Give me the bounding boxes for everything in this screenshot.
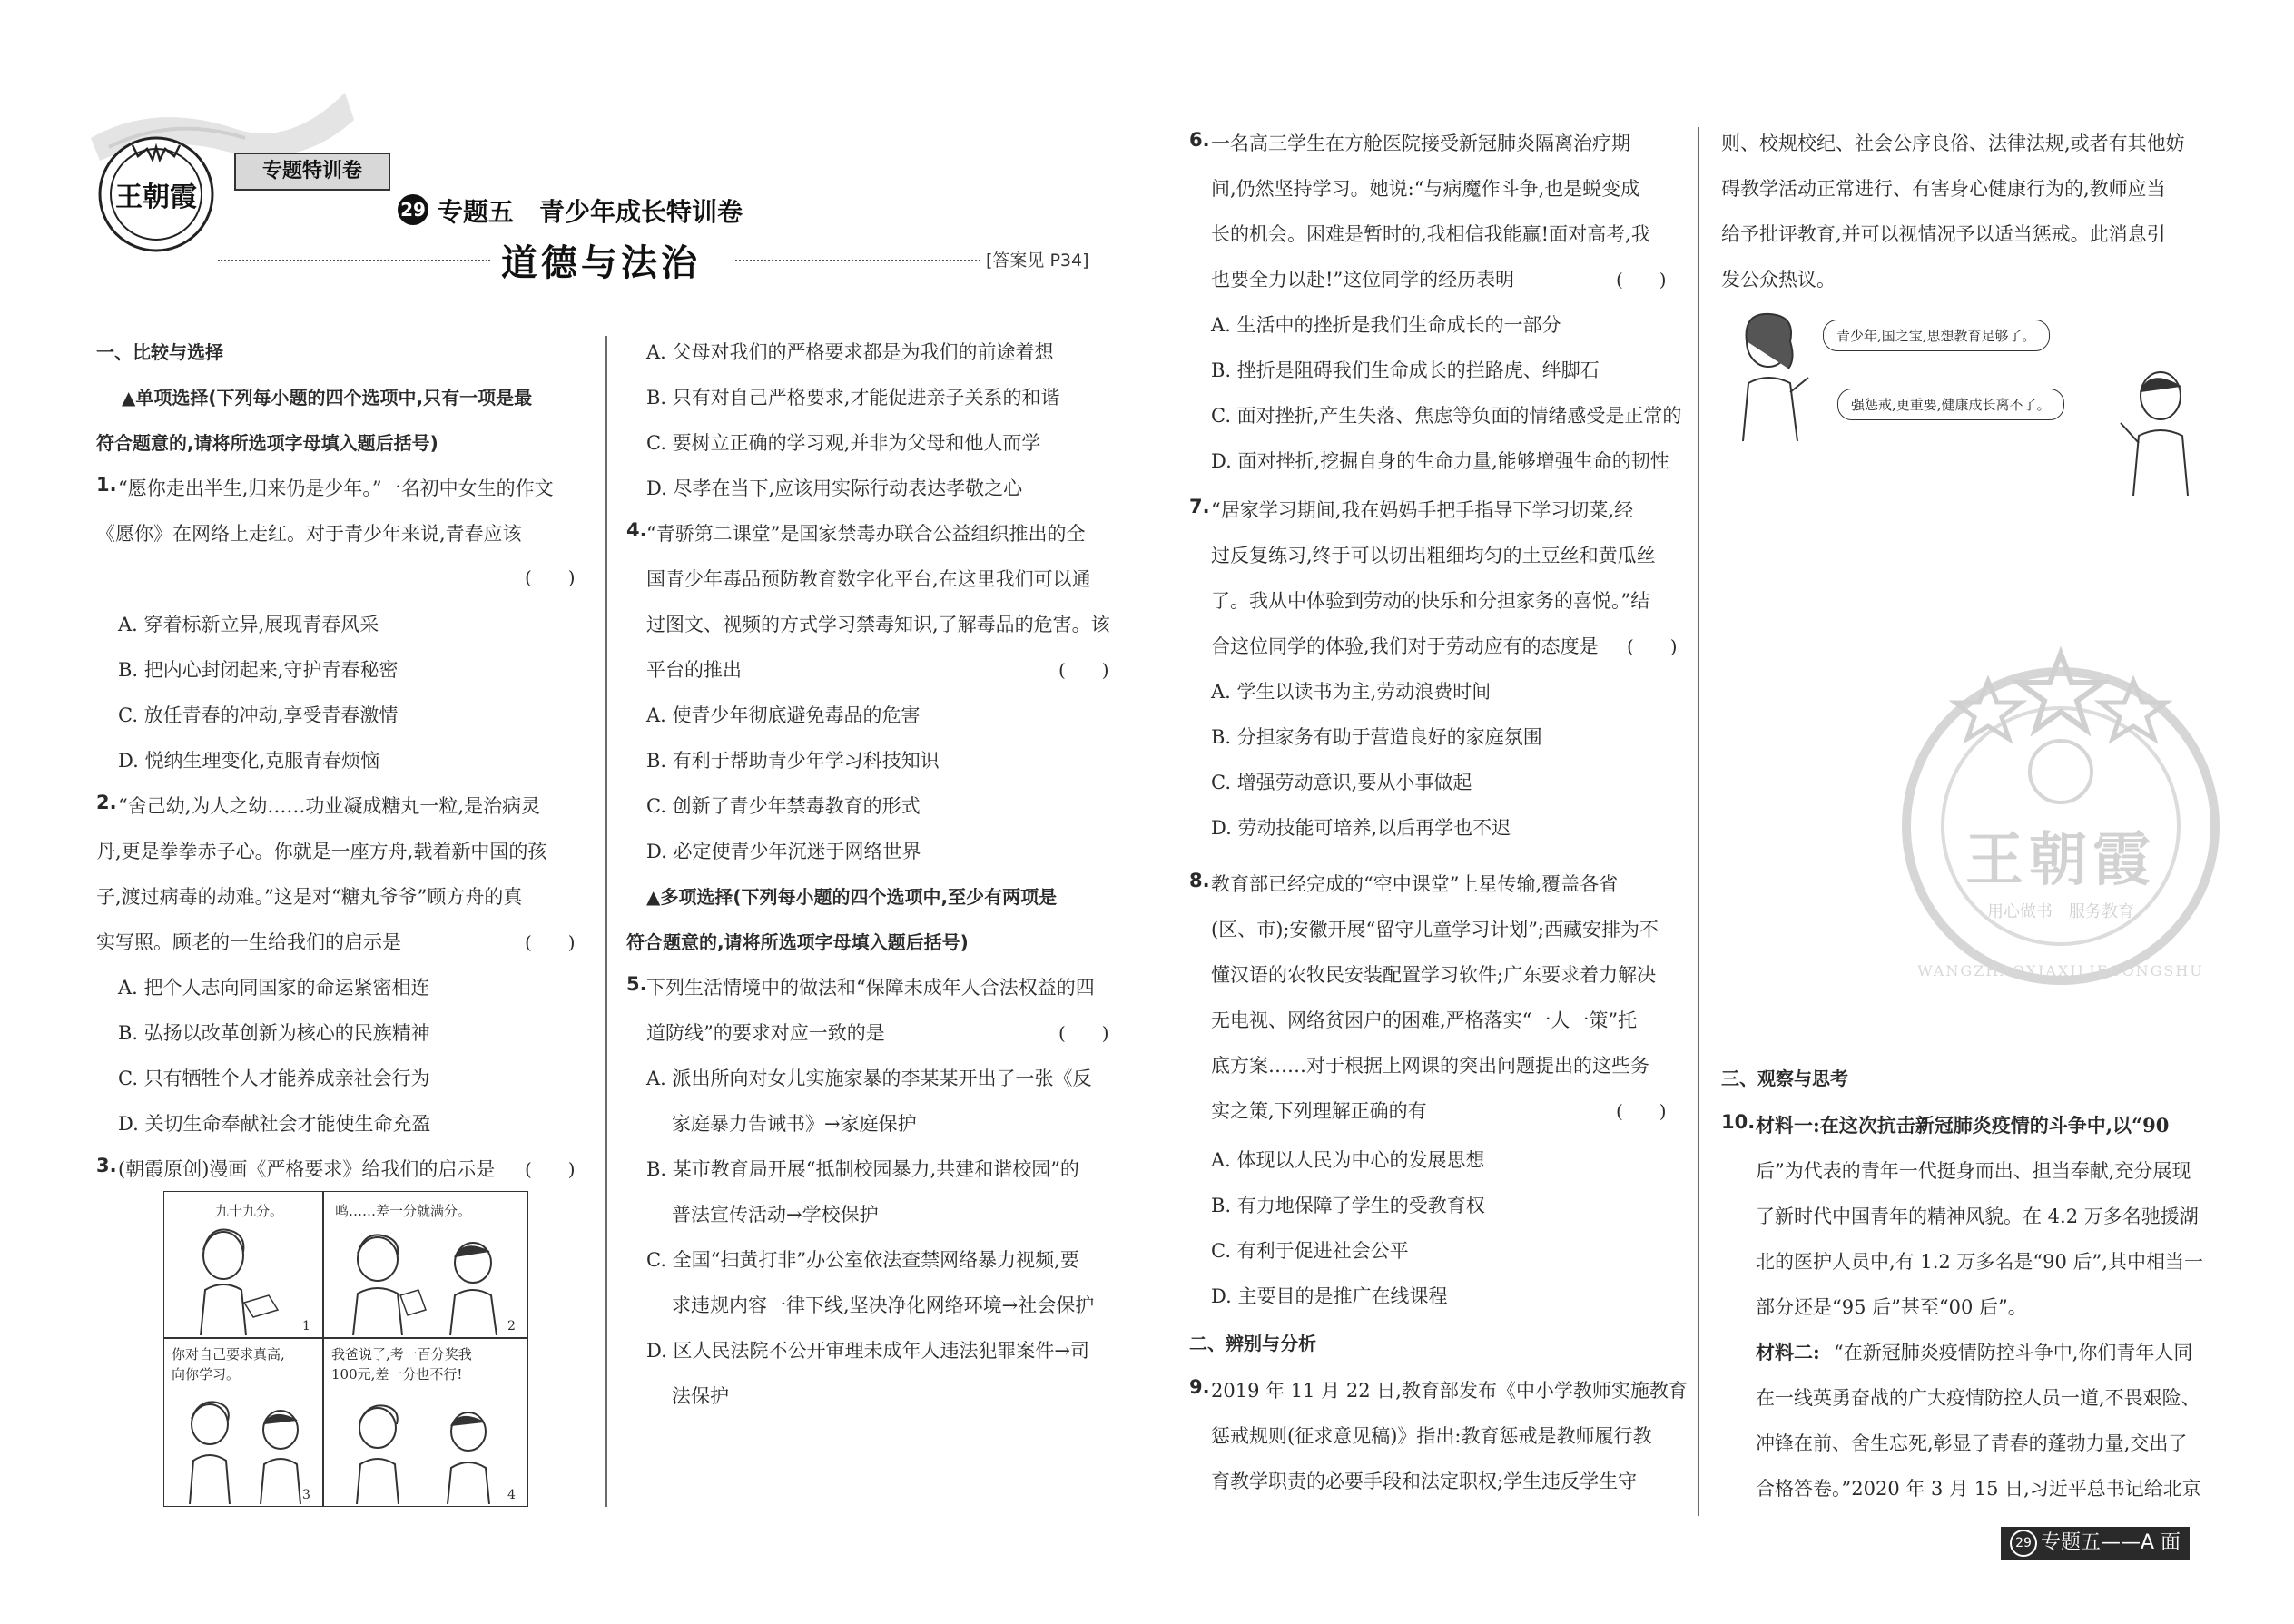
comic-panel1-number: 1 — [302, 1319, 310, 1334]
q7-answer-bracket[interactable]: ( ) — [1627, 635, 1678, 657]
q6-option-a[interactable]: A. 生活中的挫折是我们生命成长的一部分 — [1211, 314, 1561, 336]
q7-option-b[interactable]: B. 分担家务有助于营造良好的家庭氛围 — [1211, 726, 1542, 748]
q8-number: 8. — [1189, 870, 1210, 891]
header-number-circle — [398, 194, 428, 225]
watermark-slogan: 用心做书 服务教育 — [1987, 902, 2134, 921]
q2-option-c[interactable]: C. 只有牺牲个人才能养成亲社会行为 — [118, 1068, 430, 1089]
q8-stem-line6: 实之策,下列理解正确的有 — [1211, 1100, 1427, 1122]
comic-panel2-number: 2 — [507, 1319, 516, 1334]
q4-option-b[interactable]: B. 有利于帮助青少年学习科技知识 — [646, 750, 940, 772]
q6-number: 6. — [1189, 129, 1210, 151]
comic-panel4-number: 4 — [507, 1488, 516, 1502]
q5-option-d-line1[interactable]: D. 区人民法院不公开审理未成年人违法犯罪案件→司 — [646, 1340, 1090, 1362]
q3-option-c[interactable]: C. 要树立正确的学习观,并非为父母和他人而学 — [646, 432, 1041, 454]
header-badge: 专题特训卷 — [234, 153, 390, 191]
q3-option-a[interactable]: A. 父母对我们的严格要求都是为我们的前途着想 — [646, 341, 1054, 363]
q7-stem-line1: “居家学习期间,我在妈妈手把手指导下学习切菜,经 — [1211, 499, 1634, 521]
multi-choice-instruction-1: ▲多项选择(下列每小题的四个选项中,至少有两项是 — [646, 886, 1058, 908]
q2-answer-bracket[interactable]: ( ) — [525, 931, 576, 953]
comic-strip — [163, 1191, 528, 1507]
q3-stem: (朝霞原创)漫画《严格要求》给我们的启示是 — [118, 1158, 496, 1180]
q5-option-c-line1[interactable]: C. 全国“扫黄打非”办公室依法查禁网络暴力视频,要 — [646, 1249, 1079, 1271]
q8-stem-line4: 无电视、网络贫困户的困难,严格落实“一人一策”托 — [1211, 1009, 1638, 1031]
q8-option-d[interactable]: D. 主要目的是推广在线课程 — [1211, 1285, 1448, 1307]
q9-continued-line4: 发公众热议。 — [1721, 269, 1836, 290]
q8-stem-line1: 教育部已经完成的“空中课堂”上星传输,覆盖各省 — [1211, 873, 1619, 895]
q10-line5: 部分还是“95 后”甚至“00 后”。 — [1756, 1296, 2027, 1318]
q7-stem-line2: 过反复练习,终于可以切出粗细均匀的土豆丝和黄瓜丝 — [1211, 545, 1656, 566]
q4-option-d[interactable]: D. 必定使青少年沉迷于网络世界 — [646, 841, 921, 862]
q1-stem-line2: 《愿你》在网络上走红。对于青少年来说,青春应该 — [96, 523, 522, 545]
q10-material2-label: 材料二: — [1756, 1341, 1820, 1363]
q1-answer-bracket[interactable]: ( ) — [525, 566, 576, 588]
cartoon-girl-icon — [1725, 305, 1816, 441]
q9-continued-line2: 碍教学活动正常进行、有害身心健康行为的,教师应当 — [1721, 178, 2166, 200]
q2-option-d[interactable]: D. 关切生命奉献社会才能使生命充盈 — [118, 1113, 431, 1135]
speech-bubble-2: 强惩戒,更重要,健康成长离不了。 — [1837, 389, 2064, 420]
q6-option-d[interactable]: D. 面对挫折,挖掘自身的生命力量,能够增强生命的韧性 — [1211, 450, 1669, 472]
q9-stem-line3: 育教学职责的必要手段和法定职权;学生违反学生守 — [1211, 1471, 1638, 1492]
q5-option-b-line2: 普法宣传活动→学校保护 — [672, 1204, 879, 1225]
section-title-2: 二、辨别与分析 — [1189, 1333, 1316, 1354]
section-title-1: 一、比较与选择 — [96, 341, 223, 363]
q9-number: 9. — [1189, 1376, 1210, 1398]
q3-option-d[interactable]: D. 尽孝在当下,应该用实际行动表达孝敬之心 — [646, 477, 1023, 499]
q2-stem-line1: “舍己幼,为人之幼……功业凝成糖丸一粒,是治病灵 — [118, 795, 541, 817]
q4-stem-line3: 过图文、视频的方式学习禁毒知识,了解毒品的危害。该 — [646, 614, 1110, 635]
single-choice-instruction-2: 符合题意的,请将所选项字母填入题后括号) — [96, 432, 438, 454]
comic-panel2-caption: 鸣……差一分就满分。 — [335, 1203, 472, 1219]
q5-option-b-line1[interactable]: B. 某市教育局开展“抵制校园暴力,共建和谐校园”的 — [646, 1158, 1079, 1180]
q3-option-b[interactable]: B. 只有对自己严格要求,才能促进亲子关系的和谐 — [646, 387, 1060, 408]
comic-panel1-caption: 九十九分。 — [215, 1203, 284, 1219]
q8-stem-line2: (区、市);安徽开展“留守儿童学习计划”;西藏安排为不 — [1211, 919, 1659, 940]
q9-continued-line1: 则、校规校纪、社会公序良俗、法律法规,或者有其他妨 — [1721, 133, 2185, 154]
q7-option-a[interactable]: A. 学生以读书为主,劳动浪费时间 — [1211, 681, 1492, 703]
q9-continued-line3: 给予批评教育,并可以视情况予以适当惩戒。此消息引 — [1721, 223, 2166, 245]
q5-stem-line2: 道防线”的要求对应一致的是 — [646, 1022, 885, 1044]
brand-name: 王朝霞 — [115, 182, 197, 213]
q4-stem-line2: 国青少年毒品预防教育数字化平台,在这里我们可以通 — [646, 568, 1091, 590]
page-title: 道德与法治 — [501, 242, 701, 284]
section-title-3: 三、观察与思考 — [1721, 1068, 1848, 1089]
q10-line6: 在一线英勇奋战的广大疫情防控人员一道,不畏艰险、 — [1756, 1387, 2200, 1409]
q6-option-c[interactable]: C. 面对挫折,产生失落、焦虑等负面的情绪感受是正常的 — [1211, 405, 1682, 427]
header-subtitle: 专题五 青少年成长特训卷 — [438, 197, 743, 227]
watermark-ring-text: WANGZHAOXIAXILIECONGSHU — [1917, 962, 2204, 979]
q6-option-b[interactable]: B. 挫折是阻碍我们生命成长的拦路虎、绊脚石 — [1211, 359, 1600, 381]
footer-number: 29 — [2015, 1536, 2032, 1550]
speech-bubble-1: 青少年,国之宝,思想教育足够了。 — [1823, 320, 2050, 351]
header-number: 29 — [400, 199, 426, 221]
q1-stem-line1: “愿你走出半生,归来仍是少年。”一名初中女生的作文 — [118, 477, 554, 499]
q8-answer-bracket[interactable]: ( ) — [1616, 1100, 1667, 1122]
footer-number-circle — [2010, 1530, 2037, 1557]
q1-number: 1. — [96, 474, 117, 496]
comic-horizontal-divider — [164, 1337, 527, 1339]
q2-stem-line3: 子,渡过病毒的劫难。”这是对“糖丸爷爷”顾方舟的真 — [96, 886, 523, 908]
q10-line2: 后”为代表的青年一代挺身而出、担当奉献,充分展现 — [1756, 1160, 2191, 1182]
watermark-name: 王朝霞 — [1965, 826, 2156, 894]
column-divider-1 — [605, 336, 607, 1507]
q4-stem-line1: “青骄第二课堂”是国家禁毒办联合公益组织推出的全 — [646, 523, 1086, 545]
q6-answer-bracket[interactable]: ( ) — [1616, 269, 1667, 290]
q5-option-d-line2: 法保护 — [672, 1385, 729, 1407]
q8-option-a[interactable]: A. 体现以人民为中心的发展思想 — [1211, 1149, 1485, 1171]
q5-option-a-line1[interactable]: A. 派出所向对女儿实施家暴的李某某开出了一张《反 — [646, 1068, 1092, 1089]
q2-number: 2. — [96, 792, 117, 813]
q6-stem-line3: 长的机会。困难是暂时的,我相信我能赢!面对高考,我 — [1211, 223, 1650, 245]
q10-material2-text: “在新冠肺炎疫情防控斗争中,你们青年人同 — [1834, 1342, 2193, 1363]
comic-panel3-caption-line1: 你对自己要求真高, — [172, 1346, 285, 1363]
comic-panel2-figures-icon — [328, 1219, 523, 1335]
comic-panel4-figures-icon — [328, 1384, 523, 1504]
q4-answer-bracket[interactable]: ( ) — [1058, 659, 1109, 681]
q10-line1: 材料一:在这次抗击新冠肺炎疫情的斗争中,以“90 — [1756, 1114, 2170, 1137]
footer-label: 专题五——A 面 — [2041, 1531, 2181, 1554]
q7-option-d[interactable]: D. 劳动技能可培养,以后再学也不迟 — [1211, 817, 1511, 839]
answer-reference: [答案见 P34] — [986, 251, 1089, 271]
single-choice-instruction-1: ▲单项选择(下列每小题的四个选项中,只有一项是最 — [122, 387, 533, 408]
q3-answer-bracket[interactable]: ( ) — [525, 1158, 576, 1180]
q5-answer-bracket[interactable]: ( ) — [1058, 1022, 1109, 1044]
q10-line3: 了新时代中国青年的精神风貌。在 4.2 万多名驰援湖 — [1756, 1206, 2199, 1227]
q5-option-c-line2: 求违规内容一律下线,坚决净化网络环境→社会保护 — [672, 1294, 1095, 1316]
comic-panel3-caption-line2: 向你学习。 — [172, 1366, 241, 1383]
cartoon-boy-icon — [2113, 359, 2204, 496]
q5-stem-line1: 下列生活情境中的做法和“保障未成年人合法权益的四 — [646, 977, 1095, 999]
q6-stem-line2: 间,仍然坚持学习。她说:“与病魔作斗争,也是蜕变成 — [1211, 178, 1640, 200]
header-dotted-rule-right — [735, 260, 980, 261]
footer-page-label — [2001, 1527, 2190, 1560]
q9-stem-line2: 惩戒规则(征求意见稿)》指出:教育惩戒是教师履行教 — [1211, 1425, 1652, 1447]
comic-vertical-divider — [322, 1192, 324, 1506]
q6-stem-line4: 也要全力以赴!”这位同学的经历表明 — [1211, 269, 1515, 290]
q8-option-c[interactable]: C. 有利于促进社会公平 — [1211, 1240, 1409, 1262]
comic-panel3-number: 3 — [302, 1488, 310, 1502]
header-dotted-rule-left — [218, 260, 490, 261]
q1-option-a[interactable]: A. 穿着标新立异,展现青春风采 — [118, 614, 379, 635]
q6-stem-line1: 一名高三学生在方舱医院接受新冠肺炎隔离治疗期 — [1211, 133, 1630, 154]
comic-panel1-figure-icon — [173, 1219, 319, 1335]
q7-option-c[interactable]: C. 增强劳动意识,要从小事做起 — [1211, 772, 1472, 793]
comic-panel4-caption-line1: 我爸说了,考一百分奖我 — [331, 1346, 472, 1363]
q8-stem-line3: 懂汉语的农牧民安装配置学习软件;广东要求着力解决 — [1211, 964, 1657, 986]
q2-option-a[interactable]: A. 把个人志向同国家的命运紧密相连 — [118, 977, 430, 999]
q5-option-a-line2: 家庭暴力告诫书》→家庭保护 — [672, 1113, 917, 1135]
q4-option-a[interactable]: A. 使青少年彻底避免毒品的危害 — [646, 704, 921, 726]
q2-option-b[interactable]: B. 弘扬以改革创新为核心的民族精神 — [118, 1022, 430, 1044]
q8-option-b[interactable]: B. 有力地保障了学生的受教育权 — [1211, 1195, 1485, 1216]
q10-line7: 冲锋在前、舍生忘死,彰显了青春的蓬勃力量,交出了 — [1756, 1432, 2188, 1454]
q7-stem-line4: 合这位同学的体验,我们对于劳动应有的态度是 — [1211, 635, 1599, 657]
q4-number: 4. — [626, 519, 647, 541]
column-divider-2 — [1698, 127, 1699, 1516]
brand-watermark — [1879, 635, 2242, 999]
brand-logo-seal — [96, 134, 216, 254]
q2-stem-line4: 实写照。顾老的一生给我们的启示是 — [96, 931, 401, 953]
q4-option-c[interactable]: C. 创新了青少年禁毒教育的形式 — [646, 795, 921, 817]
q7-number: 7. — [1189, 496, 1210, 517]
q1-option-c[interactable]: C. 放任青春的冲动,享受青春激情 — [118, 704, 399, 726]
q8-stem-line5: 底方案……对于根据上网课的突出问题提出的这些务 — [1211, 1055, 1649, 1077]
q3-number: 3. — [96, 1155, 117, 1176]
q1-option-d[interactable]: D. 悦纳生理变化,克服青春烦恼 — [118, 750, 380, 772]
comic-panel4-caption-line2: 100元,差一分也不行! — [331, 1366, 463, 1383]
q2-stem-line2: 丹,更是拳拳赤子心。你就是一座方舟,载着新中国的孩 — [96, 841, 547, 862]
multi-choice-instruction-2: 符合题意的,请将所选项字母填入题后括号) — [626, 931, 969, 953]
q10-line8: 合格答卷。”2020 年 3 月 15 日,习近平总书记给北京 — [1756, 1478, 2201, 1500]
q1-option-b[interactable]: B. 把内心封闭起来,守护青春秘密 — [118, 659, 399, 681]
q10-number: 10. — [1721, 1111, 1756, 1133]
q9-stem-line1: 2019 年 11 月 22 日,教育部发布《中小学教师实施教育 — [1211, 1380, 1688, 1402]
q5-number: 5. — [626, 973, 647, 995]
q10-line4: 北的医护人员中,有 1.2 万多名是“90 后”,其中相当一 — [1756, 1251, 2203, 1273]
q7-stem-line3: 了。我从中体验到劳动的快乐和分担家务的喜悦。”结 — [1211, 590, 1650, 612]
q4-stem-line4: 平台的推出 — [646, 659, 742, 681]
comic-panel3-figures-icon — [173, 1384, 319, 1504]
